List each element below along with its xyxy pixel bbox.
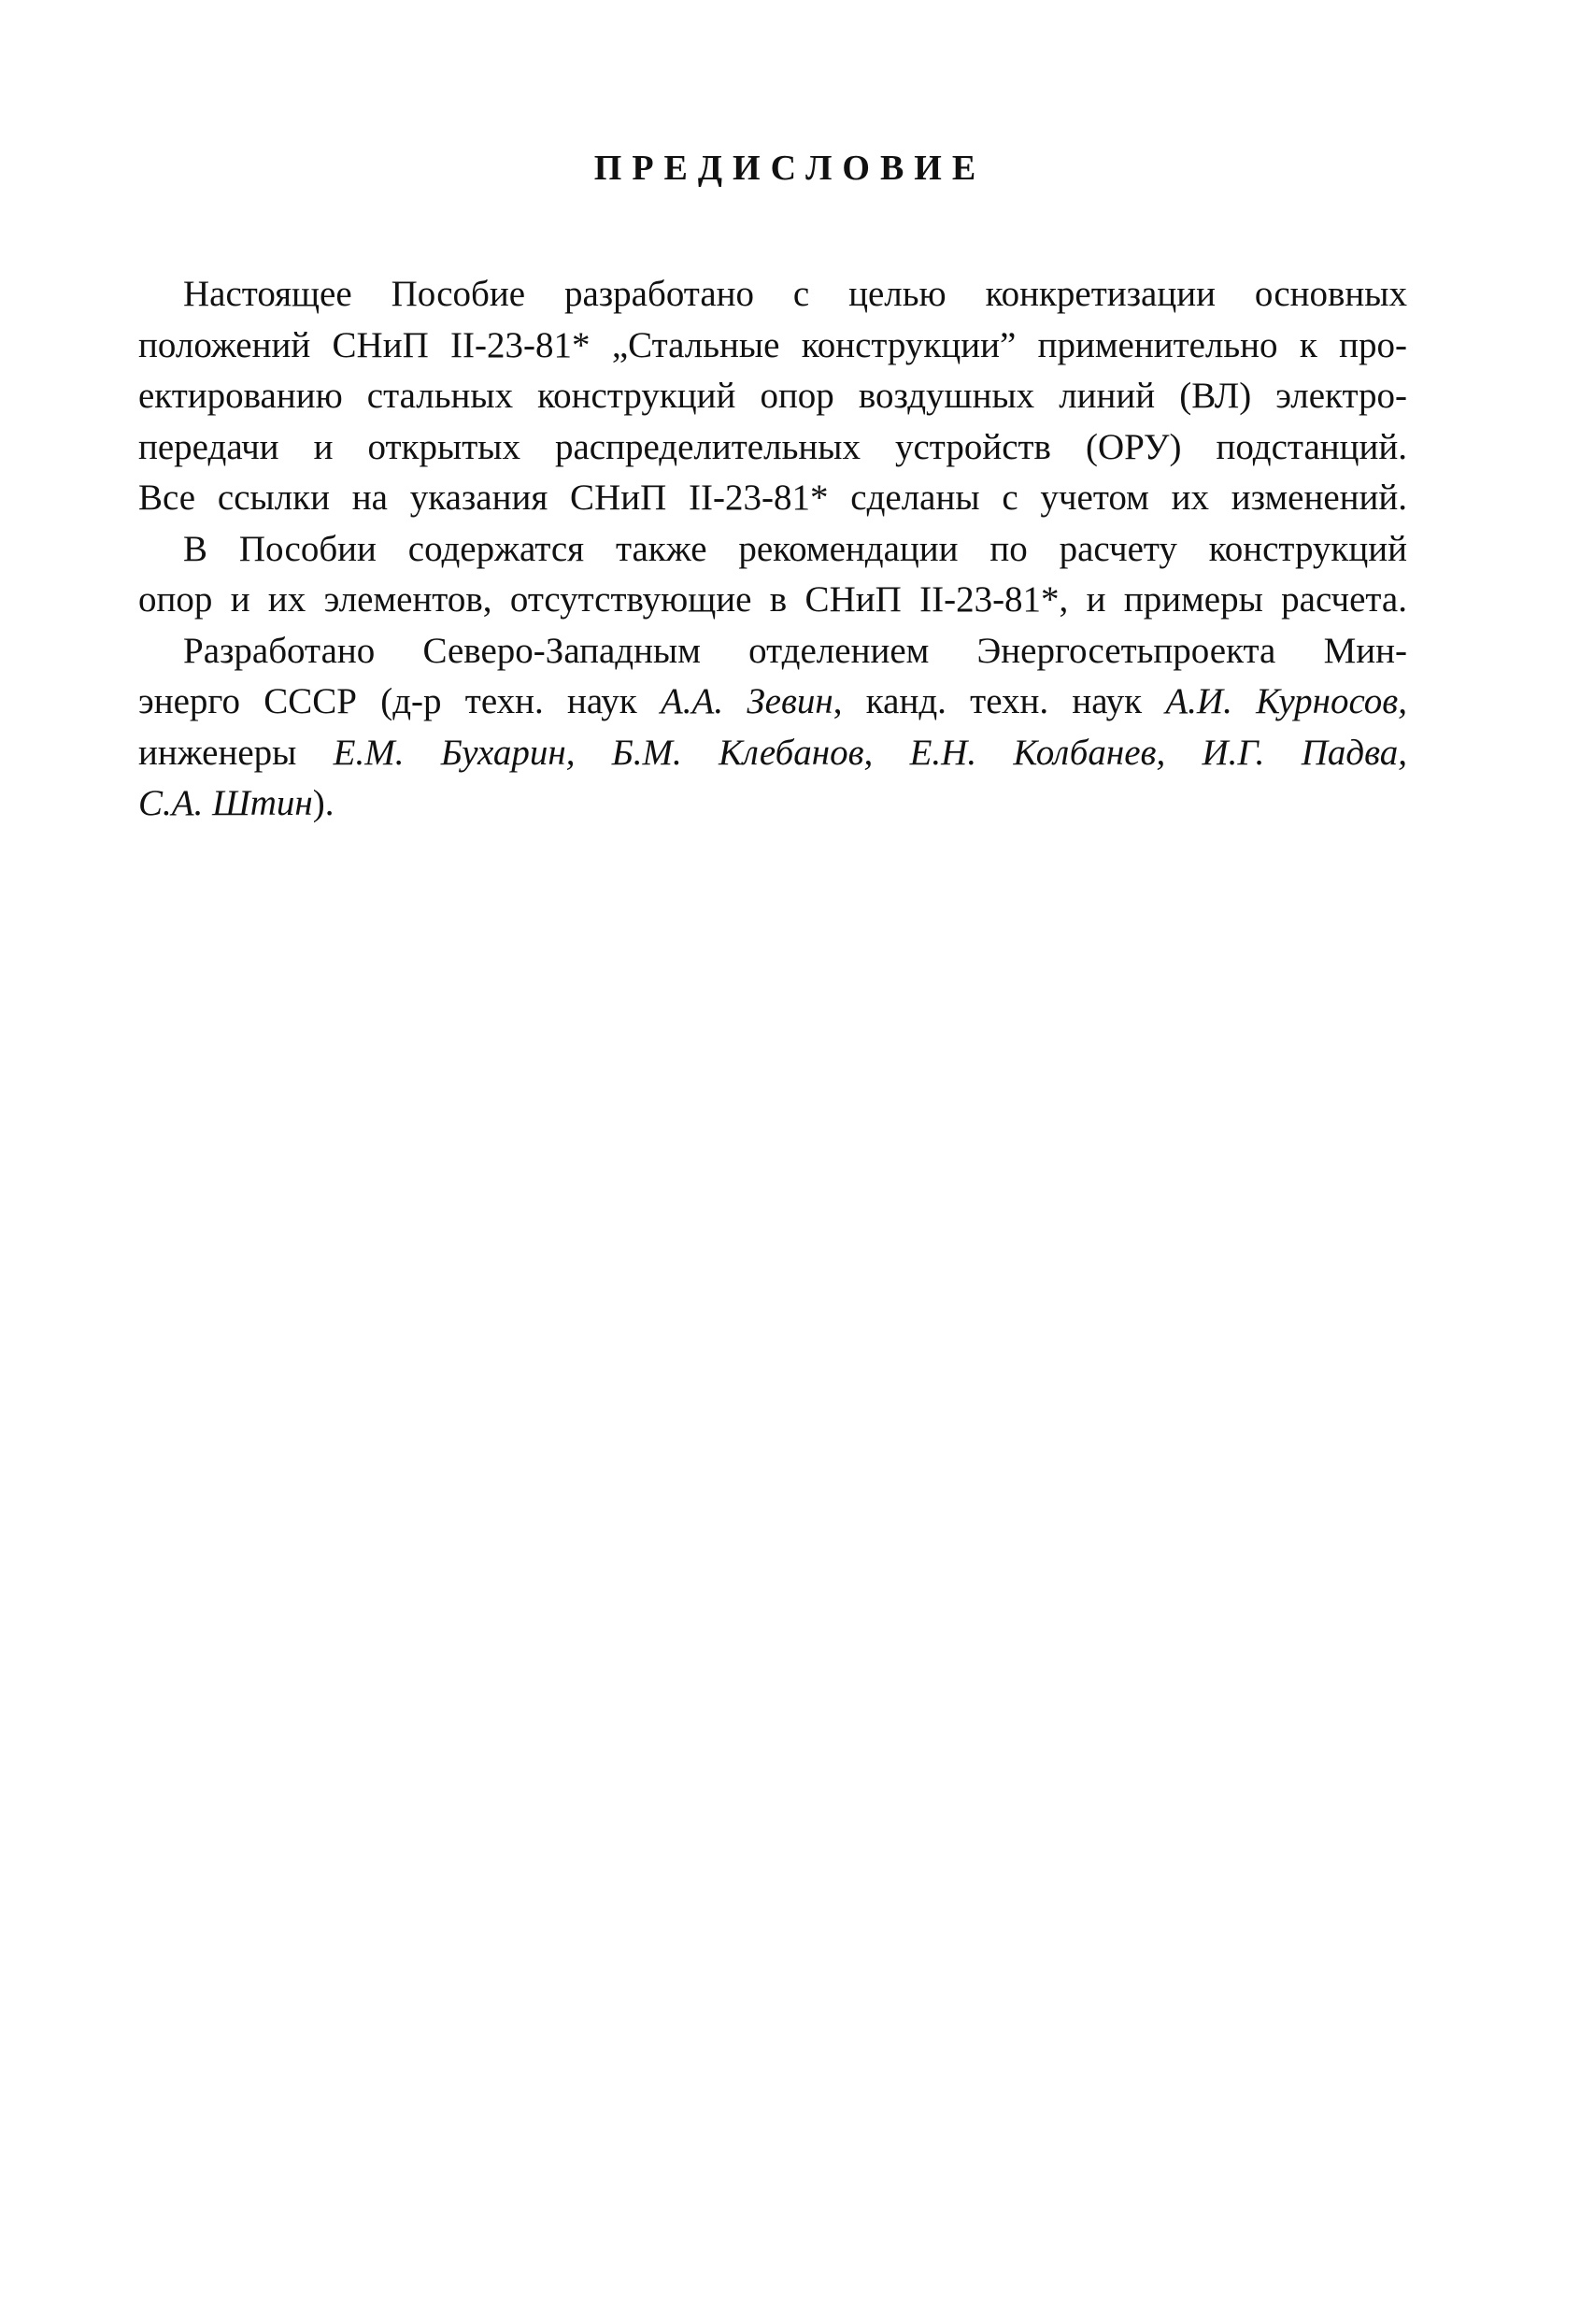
paragraph-2 [138,524,1407,626]
author-name: Е.М. Бухарин, [333,732,576,773]
text-line: Все ссылки на указания СНиП II-23-81* сделаны с учетом их изменений. [138,478,1407,518]
text-line: Разработано Северо-Западным отделением Энергосетьпроекта Мин- [183,630,1407,671]
text-line [138,728,1407,779]
paragraph-1 [138,269,1407,524]
text-fragment: ). [312,783,335,823]
text-fragment: энерго СССР (д-р техн. наук [138,681,661,721]
author-name: Б.М. Клебанов, [611,732,874,773]
author-name: Е.Н. Колбанев, [909,732,1166,773]
preface-body [138,269,1407,830]
author-name: А.И. Курносов, [1165,681,1407,721]
text-fragment: инженеры [138,732,334,773]
author-name: С.А. Штин [138,783,313,823]
text-line [138,778,1407,830]
text-line: В Пособии содержатся также рекомендации по расчету конструкций [183,528,1407,569]
text-line: передачи и открытых распределительных устройств (ОРУ) подстанций. [138,426,1407,467]
text-line: Настоящее Пособие разработано с целью конкретизации основных [183,274,1407,314]
text-line: ектированию стальных конструкций опор воздушных линий (ВЛ) электро- [138,376,1407,416]
text-fragment: , канд. техн. наук [833,681,1166,721]
text-line: опор и их элементов, отсутствующие в СНиП II-23-81*, и примеры расчета. [138,579,1407,620]
paragraph-3 [138,626,1407,830]
author-name: А.А. Зевин [660,681,833,721]
page-title: ПРЕДИСЛОВИЕ [593,149,987,188]
text-line: положений СНиП II-23-81* „Стальные конструкции” применительно к про- [138,324,1407,365]
text-line [138,677,1407,728]
author-name: И.Г. Падва, [1202,732,1408,773]
